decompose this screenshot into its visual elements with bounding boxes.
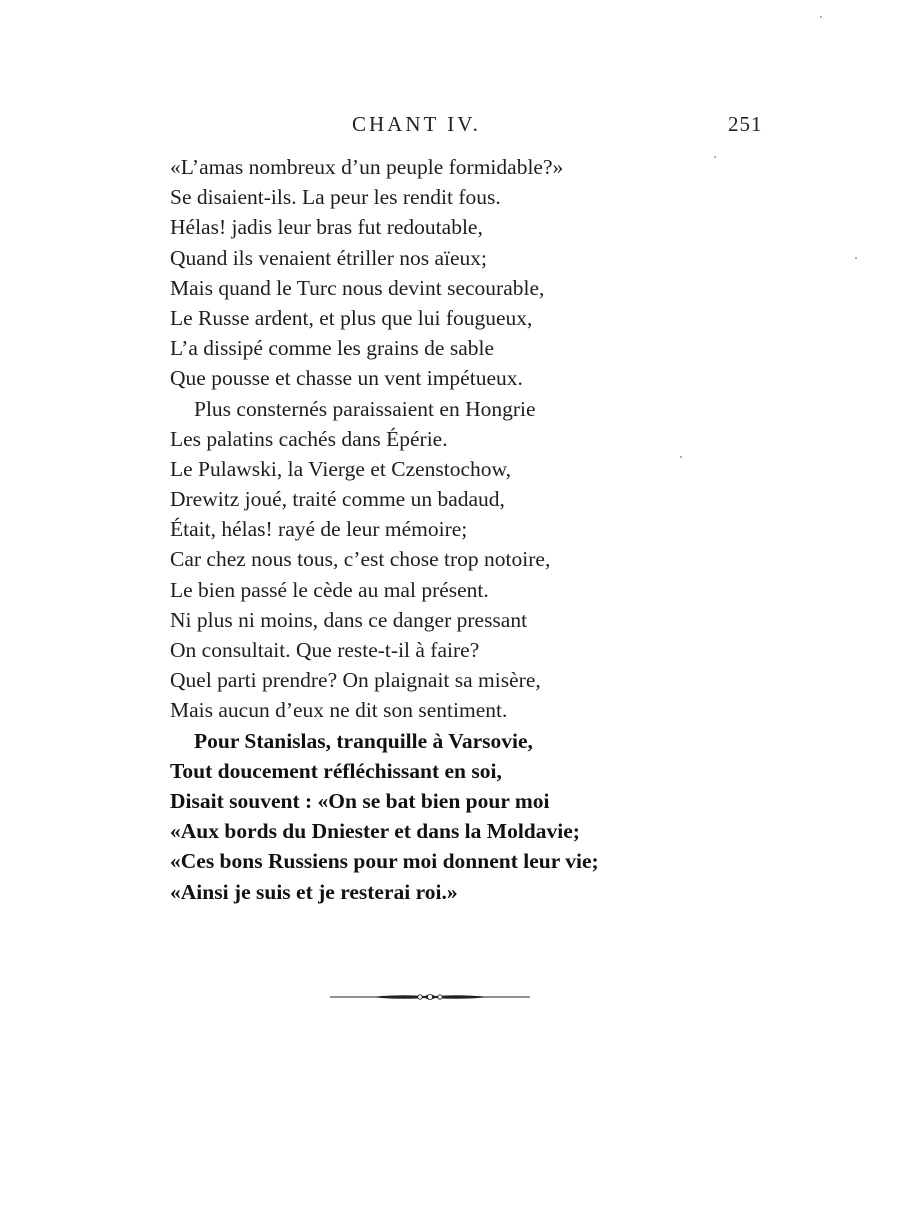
verse-line: Pour Stanislas, tranquille à Varsovie, bbox=[194, 728, 533, 753]
verse-line: Drewitz joué, traité comme un badaud, bbox=[170, 487, 505, 512]
page-number: 251 bbox=[728, 112, 763, 136]
verse-line: Le Pulawski, la Vierge et Czenstochow, bbox=[170, 456, 512, 481]
verse-line: Quand ils venaient étriller nos aïeux; bbox=[170, 245, 488, 270]
verse-line: Tout doucement réfléchissant en soi, bbox=[170, 758, 502, 783]
paper-speck bbox=[855, 257, 857, 259]
paper-speck bbox=[680, 456, 682, 458]
verse-line: Mais aucun d’eux ne dit son sentiment. bbox=[170, 698, 508, 723]
verse-line: Car chez nous tous, c’est chose trop notoire, bbox=[170, 547, 551, 572]
verse-line: Disait souvent : «On se bat bien pour moi bbox=[170, 788, 550, 813]
verse-line: «Aux bords du Dniester et dans la Moldavie; bbox=[170, 819, 580, 844]
verse-line: L’a dissipé comme les grains de sable bbox=[170, 336, 495, 361]
running-title: CHANT IV. bbox=[352, 112, 481, 136]
verse-line: Les palatins cachés dans Épérie. bbox=[170, 426, 448, 451]
running-head bbox=[0, 112, 900, 142]
poem-verses bbox=[170, 152, 690, 907]
verse-line: Le bien passé le cède au mal présent. bbox=[170, 577, 489, 602]
paper-speck bbox=[820, 16, 822, 18]
paper-speck bbox=[714, 156, 716, 158]
verse-line: Le Russe ardent, et plus que lui fougueux, bbox=[170, 305, 533, 330]
verse-line: Que pousse et chasse un vent impétueux. bbox=[170, 366, 523, 391]
verse-line: «L’amas nombreux d’un peuple formidable?» bbox=[170, 155, 564, 179]
verse-line: On consultait. Que reste-t-il à faire? bbox=[170, 638, 480, 662]
verse-line: «Ainsi je suis et je resterai roi.» bbox=[170, 879, 458, 904]
verse-line: Ni plus ni moins, dans ce danger pressant bbox=[170, 607, 528, 632]
verse-line: Était, hélas! rayé de leur mémoire; bbox=[170, 517, 468, 542]
verse-line: Se disaient-ils. La peur les rendit fous. bbox=[170, 185, 501, 210]
verse-line: Mais quand le Turc nous devint secourable, bbox=[170, 275, 545, 300]
verse-line: Quel parti prendre? On plaignait sa misère, bbox=[170, 668, 541, 693]
verse-line: «Ces bons Russiens pour moi donnent leur vie; bbox=[170, 849, 599, 874]
tailpiece-ornament bbox=[330, 990, 530, 1004]
verse-line: Hélas! jadis leur bras fut redoutable, bbox=[170, 215, 483, 240]
verse-line: Plus consternés paraissaient en Hongrie bbox=[194, 396, 536, 421]
